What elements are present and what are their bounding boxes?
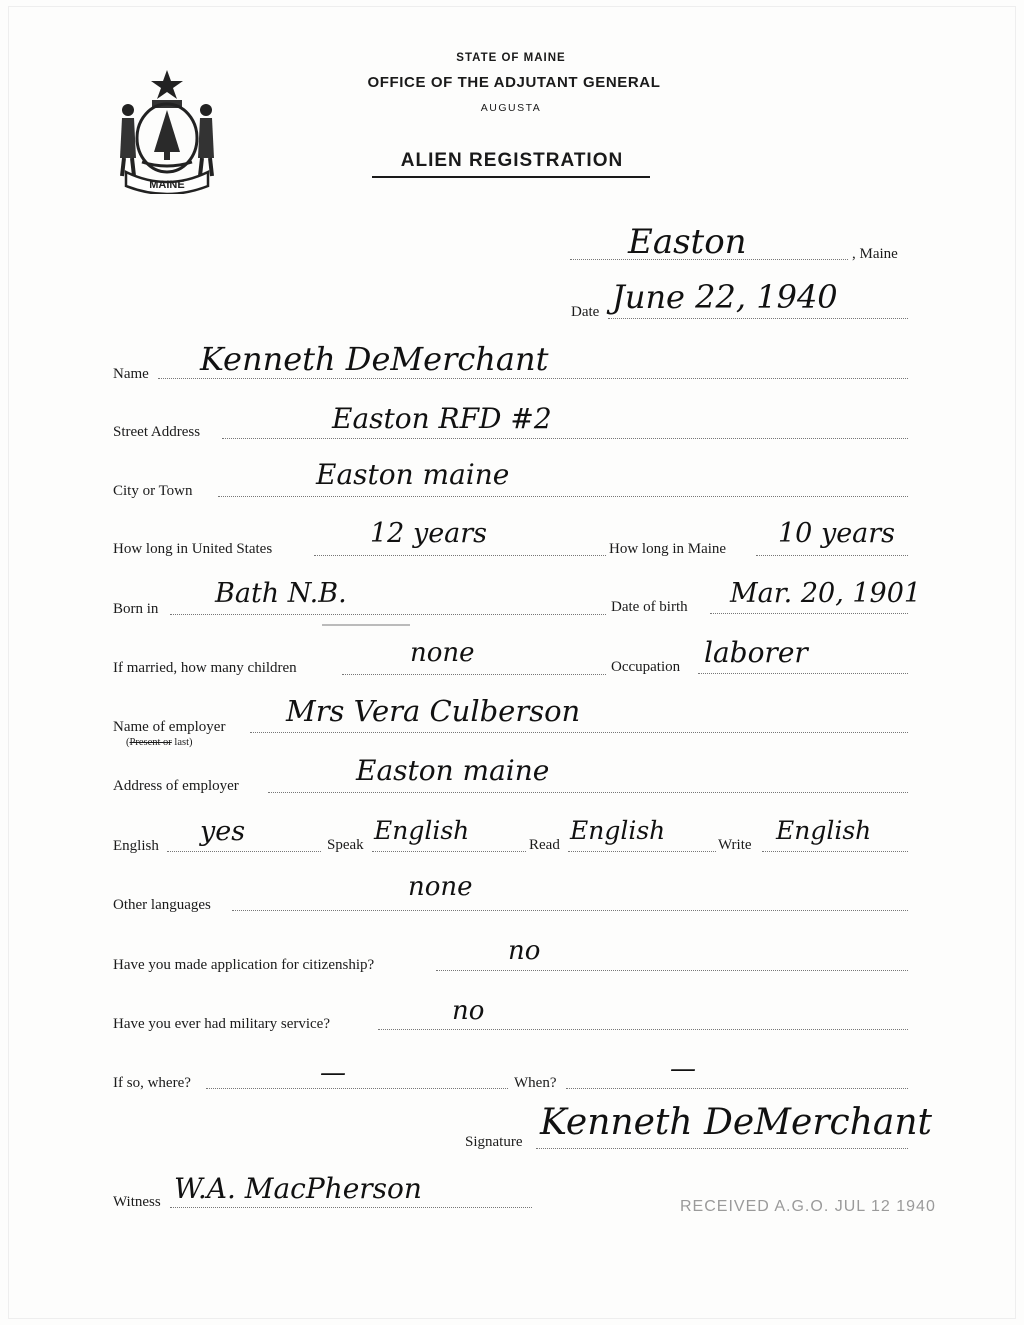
- street-address-label: Street Address: [113, 424, 201, 440]
- header-city: AUGUSTA: [480, 102, 542, 114]
- how-long-maine-label: How long in Maine: [609, 541, 727, 557]
- other-languages-line: [232, 910, 908, 911]
- read-line: [568, 851, 716, 852]
- form-title: ALIEN REGISTRATION: [400, 150, 624, 171]
- town-value: Easton: [628, 222, 747, 262]
- married-children-label: If married, how many children: [113, 660, 297, 676]
- svg-text:MAINE: MAINE: [149, 179, 185, 191]
- name-value: Kenneth DeMerchant: [200, 340, 549, 378]
- employer-note-struck: Present or: [129, 737, 172, 748]
- military-value: no: [452, 996, 485, 1026]
- other-languages-value: none: [408, 872, 473, 902]
- born-in-value: Bath N.B.: [215, 578, 347, 609]
- read-label: Read: [529, 837, 560, 853]
- employer-address-label: Address of employer: [113, 778, 239, 794]
- witness-label: Witness: [113, 1194, 161, 1210]
- how-long-us-line: [314, 555, 606, 556]
- occupation-value: laborer: [704, 636, 808, 669]
- signature-line: [536, 1148, 908, 1149]
- name-line: [158, 378, 908, 379]
- employer-name-label: Name of employer: [113, 719, 226, 735]
- when-line: [566, 1088, 908, 1089]
- witness-line: [170, 1207, 532, 1208]
- how-long-us-value: 12 years: [370, 518, 488, 549]
- name-label: Name: [113, 366, 149, 382]
- date-of-birth-label: Date of birth: [611, 599, 688, 615]
- employer-name-value: Mrs Vera Culberson: [286, 694, 581, 728]
- occupation-label: Occupation: [611, 659, 681, 675]
- employer-address-line: [268, 792, 908, 793]
- married-children-value: none: [410, 638, 475, 668]
- date-line: [608, 318, 908, 319]
- employer-address-value: Easton maine: [356, 754, 550, 787]
- pencil-underline: [322, 624, 410, 626]
- married-children-line: [342, 674, 606, 675]
- date-value: June 22, 1940: [612, 278, 838, 316]
- read-value: English: [570, 816, 666, 845]
- how-long-maine-value: 10 years: [778, 518, 896, 549]
- english-value: yes: [200, 816, 246, 847]
- write-line: [762, 851, 908, 852]
- date-of-birth-line: [710, 613, 908, 614]
- street-address-line: [222, 438, 908, 439]
- speak-line: [372, 851, 526, 852]
- if-so-where-value: —: [320, 1058, 346, 1088]
- date-of-birth-value: Mar. 20, 1901: [730, 578, 922, 609]
- received-stamp: RECEIVED A.G.O. JUL 12 1940: [680, 1198, 936, 1215]
- city-town-label: City or Town: [113, 483, 193, 499]
- if-so-where-label: If so, where?: [113, 1075, 191, 1091]
- date-label: Date: [571, 304, 600, 320]
- write-value: English: [776, 816, 872, 845]
- write-label: Write: [718, 837, 752, 853]
- city-town-value: Easton maine: [316, 458, 510, 491]
- employer-note: (Present or last): [126, 737, 193, 748]
- city-town-line: [218, 496, 908, 497]
- citizenship-label: Have you made application for citizenship?: [113, 957, 375, 973]
- how-long-us-label: How long in United States: [113, 541, 273, 557]
- military-label: Have you ever had military service?: [113, 1016, 330, 1032]
- military-line: [378, 1029, 908, 1030]
- title-underline: [372, 176, 650, 178]
- signature-label: Signature: [465, 1134, 523, 1150]
- english-label: English: [113, 838, 159, 854]
- born-in-label: Born in: [113, 601, 159, 617]
- header-state: STATE OF MAINE: [456, 52, 566, 64]
- born-in-line: [170, 614, 606, 615]
- signature-value: Kenneth DeMerchant: [540, 1102, 933, 1143]
- how-long-maine-line: [756, 555, 908, 556]
- occupation-line: [698, 673, 908, 674]
- citizenship-line: [436, 970, 908, 971]
- speak-label: Speak: [327, 837, 364, 853]
- state-suffix: , Maine: [852, 246, 898, 262]
- employer-name-line: [250, 732, 908, 733]
- other-languages-label: Other languages: [113, 897, 211, 913]
- street-address-value: Easton RFD #2: [332, 402, 552, 435]
- citizenship-value: no: [508, 936, 541, 966]
- witness-value: W.A. MacPherson: [174, 1172, 422, 1205]
- english-line: [167, 851, 321, 852]
- when-label: When?: [514, 1075, 557, 1091]
- if-so-where-line: [206, 1088, 508, 1089]
- speak-value: English: [374, 816, 470, 845]
- employer-note-rest: last): [171, 737, 193, 748]
- when-value: —: [670, 1054, 696, 1084]
- header-office: OFFICE OF THE ADJUTANT GENERAL: [367, 74, 661, 91]
